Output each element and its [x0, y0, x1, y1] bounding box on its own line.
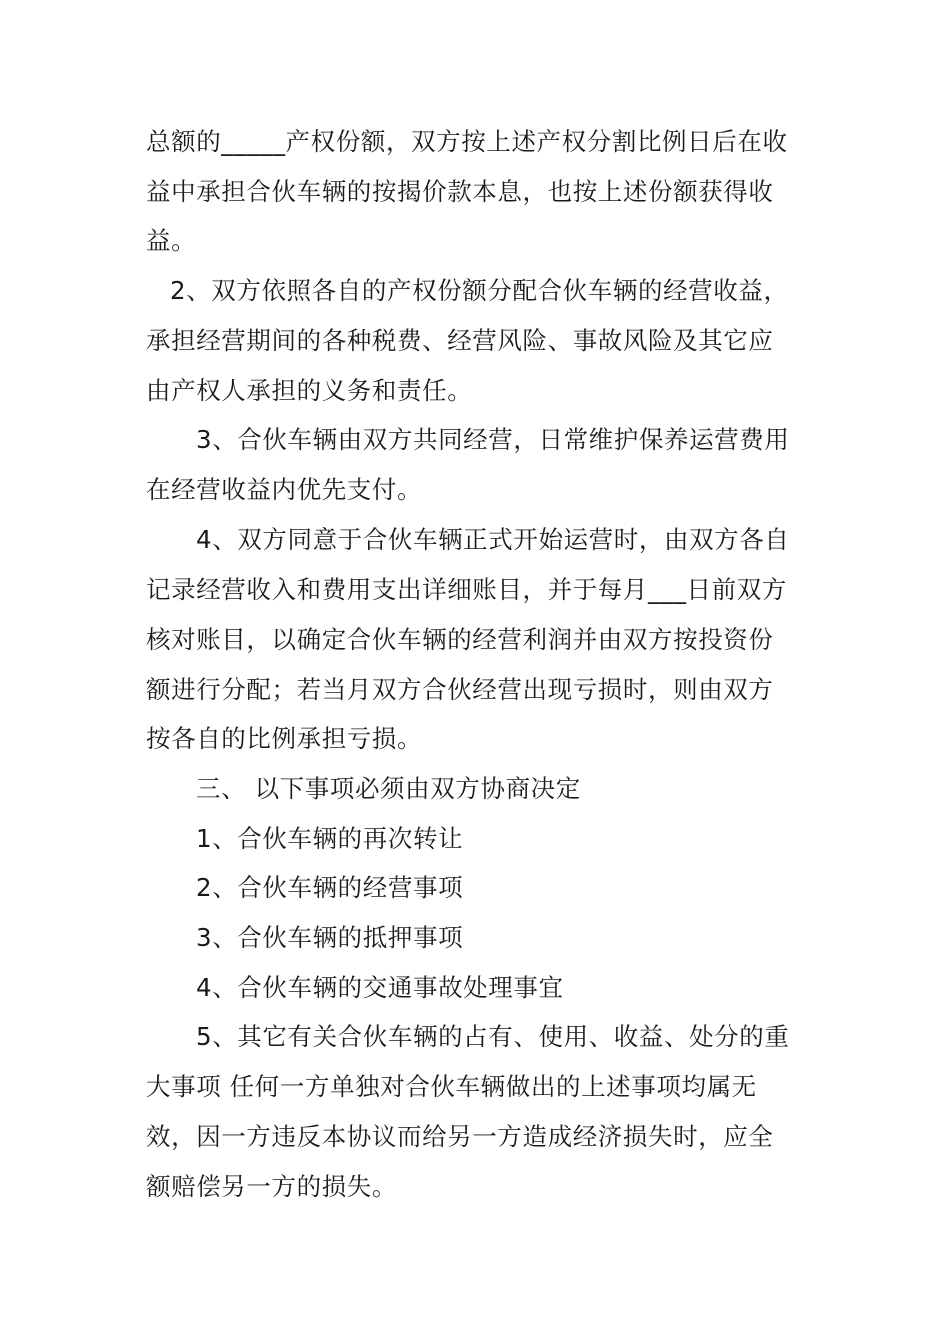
list-item: 4、合伙车辆的交通事故处理事宜 [196, 973, 564, 1002]
text-line: 大事项 任何一方单独对合伙车辆做出的上述事项均属无 [146, 1072, 757, 1101]
list-item: 3、合伙车辆的抵押事项 [196, 923, 464, 952]
text-line: 2、双方依照各自的产权份额分配合伙车辆的经营收益， [170, 276, 789, 305]
section-heading: 三、 以下事项必须由双方协商决定 [196, 774, 581, 803]
text-line: 记录经营收入和费用支出详细账目，并于每月___日前双方 [146, 575, 787, 604]
text-line: 4、双方同意于合伙车辆正式开始运营时，由双方各自 [196, 525, 790, 554]
text-line: 在经营收益内优先支付。 [146, 475, 423, 504]
text-line: 核对账目，以确定合伙车辆的经营利润并由双方按投资份 [146, 625, 774, 654]
text-line: 由产权人承担的义务和责任。 [146, 376, 473, 405]
text-line: 额进行分配；若当月双方合伙经营出现亏损时，则由双方 [146, 675, 774, 704]
text-line: 按各自的比例承担亏损。 [146, 724, 423, 753]
text-line: 效，因一方违反本协议而给另一方造成经济损失时，应全 [146, 1122, 774, 1151]
text-line: 益。 [146, 226, 197, 255]
text-line: 额赔偿另一方的损失。 [146, 1172, 397, 1201]
list-item: 1、合伙车辆的再次转让 [196, 824, 464, 853]
list-item: 2、合伙车辆的经营事项 [196, 873, 464, 902]
text-line: 益中承担合伙车辆的按揭价款本息，也按上述份额获得收 [146, 177, 774, 206]
text-line: 3、合伙车辆由双方共同经营，日常维护保养运营费用 [196, 425, 790, 454]
list-item: 5、其它有关合伙车辆的占有、使用、收益、处分的重 [196, 1022, 790, 1051]
text-line: 承担经营期间的各种税费、经营风险、事故风险及其它应 [146, 326, 774, 355]
text-line: 总额的_____产权份额，双方按上述产权分割比例日后在收 [146, 127, 788, 156]
